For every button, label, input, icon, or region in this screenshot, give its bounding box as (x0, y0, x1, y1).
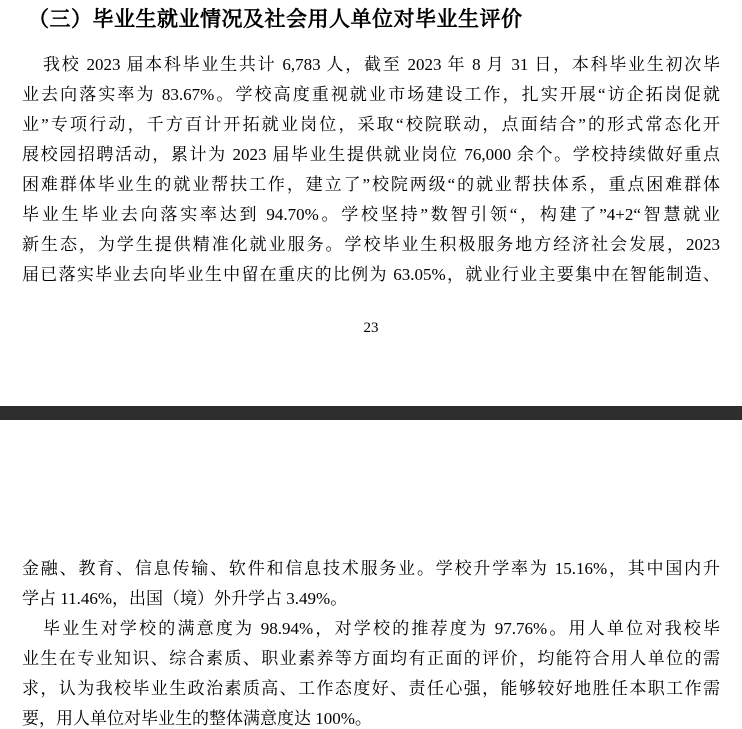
text-line: 业去向落实率为 83.67%。学校高度重视就业市场建设工作，扎实开展“访企拓岗促就 (22, 85, 720, 104)
text-line: 业”专项行动，千方百计开拓就业岗位，采取“校院联动，点面结合”的形式常态化开 (22, 115, 720, 134)
text-line: 要，用人单位对毕业生的整体满意度达 100%。 (22, 709, 372, 728)
text-line: 我校 2023 届本科毕业生共计 6,783 人，截至 2023 年 8 月 31 日，本科毕业生初次毕 (43, 55, 720, 74)
section-heading: （三）毕业生就业情况及社会用人单位对毕业生评价 (28, 8, 523, 31)
paragraph-bottom (22, 554, 720, 729)
text-line: 毕业生对学校的满意度为 98.94%，对学校的推荐度为 97.76%。用人单位对我校毕 (43, 619, 720, 638)
text-line: 业生在专业知识、综合素质、职业素养等方面均有正面的评价，均能符合用人单位的需 (22, 649, 720, 668)
page-number: 23 (363, 320, 379, 336)
page-break-bar (0, 406, 742, 420)
text-line: 新生态，为学生提供精准化就业服务。学校毕业生积极服务地方经济社会发展，2023 (22, 235, 720, 254)
text-line: 金融、教育、信息传输、软件和信息技术服务业。学校升学率为 15.16%，其中国内升 (22, 559, 720, 578)
text-line: 届已落实毕业去向毕业生中留在重庆的比例为 63.05%，就业行业主要集中在智能制造、 (22, 265, 720, 284)
text-line: 展校园招聘活动，累计为 2023 届毕业生提供就业岗位 76,000 余个。学校持续做好重点 (22, 145, 720, 164)
text-line: 毕业生毕业去向落实率达到 94.70%。学校坚持”数智引领“，构建了”4+2“智慧就业 (22, 205, 720, 224)
text-line: 学占 11.46%，出国（境）外升学占 3.49%。 (22, 589, 348, 608)
text-line: 困难群体毕业生的就业帮扶工作，建立了”校院两级“的就业帮扶体系，重点困难群体 (22, 175, 720, 194)
text-line: 求，认为我校毕业生政治素质高、工作态度好、责任心强，能够较好地胜任本职工作需 (22, 679, 720, 698)
paragraph-top (22, 50, 720, 290)
